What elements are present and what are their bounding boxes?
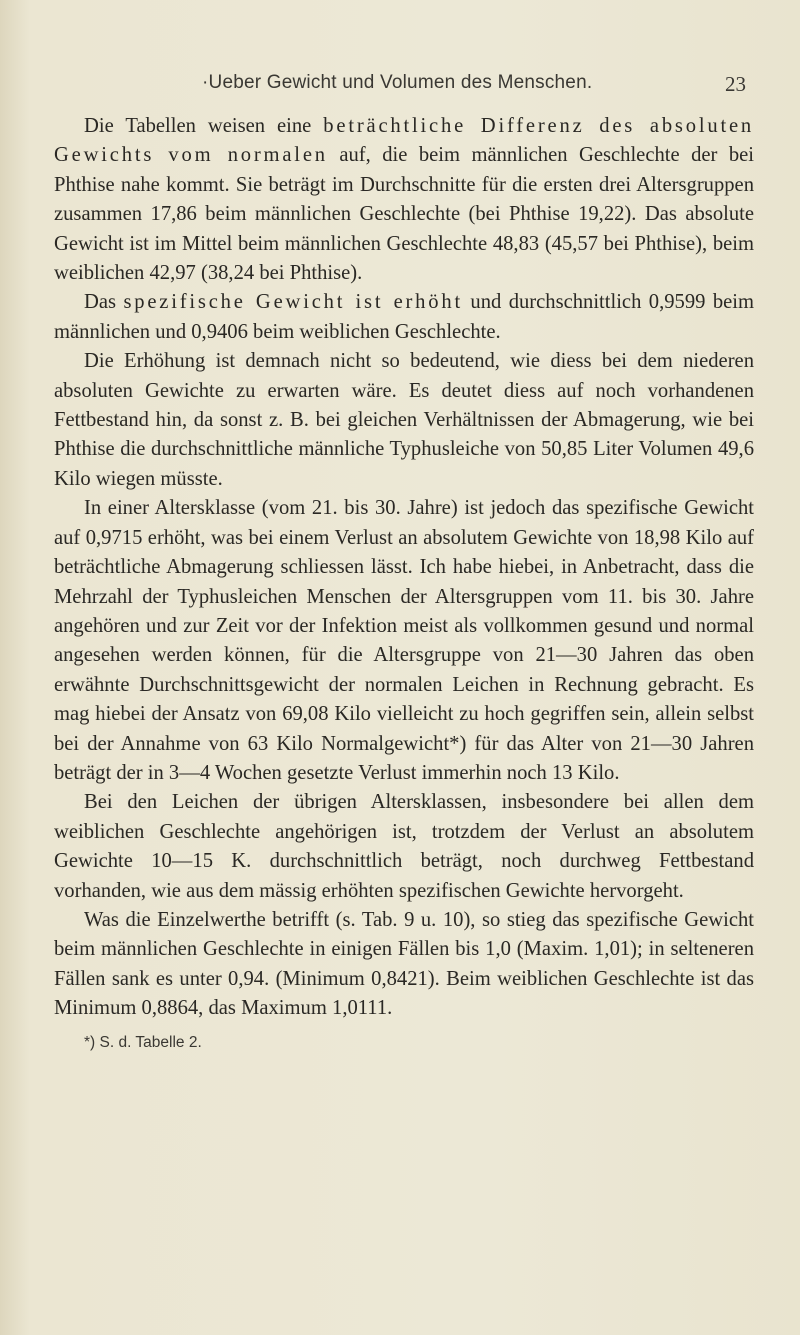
paragraph-1-rest: auf, die beim männlichen Geschlechte der bei Phthise nahe kommt. Sie beträgt im Durchschnitte für die ersten drei Altersgruppen zusammen 17,86 beim männlichen Geschlechte (bei Phthise 19,22). Das absolute Gewicht ist im Mittel beim männlichen Geschlechte 48,83 (45,57 bei Phthise), beim weiblichen 42,97 (38,24 bei Phthise).: [54, 144, 754, 285]
paragraph-6: Was die Einzelwerthe betrifft (s. Tab. 9 u. 10), so stieg das spezifische Gewicht beim männlichen Geschlechte in einigen Fällen bis 1,0 (Maxim. 1,01); in selteneren Fällen sank es unter 0,94. (Minimum 0,8421). Beim weiblichen Geschlechte ist das Minimum 0,8864, das Maximum 1,0111.: [54, 908, 754, 1020]
paragraph-5: Bei den Leichen der übrigen Altersklassen, insbesondere bei allen dem weiblichen Geschlechte angehörigen ist, trotzdem der Verlust an absolutem Gewichte 10—15 K. durchschnittlich beträgt, noch durchweg Fettbestand vorhanden, wie aus dem mässig erhöhten spezifischen Gewichte hervorgeht.: [54, 791, 754, 902]
footnote: *) S. d. Tabelle 2.: [84, 1033, 202, 1051]
paragraph-2-rest: und durchschnittlich 0,9599 beim männlichen und 0,9406 beim weiblichen Geschlechte.: [54, 291, 754, 343]
emphasis-absolute-weight: beträchtliche Differenz des absoluten Gewichts vom normalen: [54, 115, 755, 167]
emphasis-specific-weight: spezifische Gewicht ist erhöht: [123, 291, 463, 314]
paragraph-1: [54, 112, 754, 288]
paragraph-4: In einer Altersklasse (vom 21. bis 30. Jahre) ist jedoch das spezifische Gewicht auf 0,9715 erhöht, was bei einem Verlust an absolutem Gewichte von 18,98 Kilo auf beträchtliche Abmagerung schliessen lässt. Ich habe hiebei, in Anbetracht, dass die Mehrzahl der Typhusleichen Menschen der Altersgruppen vom 11. bis 30. Jahre angehören und zur Zeit vor der Infektion meist als vollkommen gesund und normal angesehen werden können, für die Altersgruppe von 21—30 Jahren das oben erwähnte Durchschnittsgewicht der normalen Leichen in Rechnung gebracht. Es mag hiebei der Ansatz von 69,08 Kilo vielleicht zu hoch gegriffen sein, allein selbst bei der Annahme von 63 Kilo Normalgewicht*) für das Alter von 21—30 Jahren beträgt der in 3—4 Wochen gesetzte Verlust immerhin noch 13 Kilo.: [54, 497, 754, 784]
page-header: [60, 72, 750, 102]
running-title: ·Ueber Gewicht und Volumen des Menschen.: [202, 72, 593, 93]
paragraph-2-start: Das: [84, 291, 124, 314]
page-number: 23: [725, 72, 746, 96]
paragraph-3: Die Erhöhung ist demnach nicht so bedeutend, wie diess bei dem niederen absoluten Gewichte zu erwarten wäre. Es deutet diess auf noch vorhandenen Fettbestand hin, da sonst z. B. bei gleichen Verhältnissen der Abmagerung, wie bei Phthise die durchschnittliche männliche Typhusleiche von 50,85 Liter Volumen 49,6 Kilo wiegen müsste.: [54, 350, 754, 490]
body-text: [54, 112, 754, 1057]
paragraph-1-start: Die Tabellen weisen eine: [84, 115, 324, 137]
paragraph-2: [54, 288, 754, 347]
